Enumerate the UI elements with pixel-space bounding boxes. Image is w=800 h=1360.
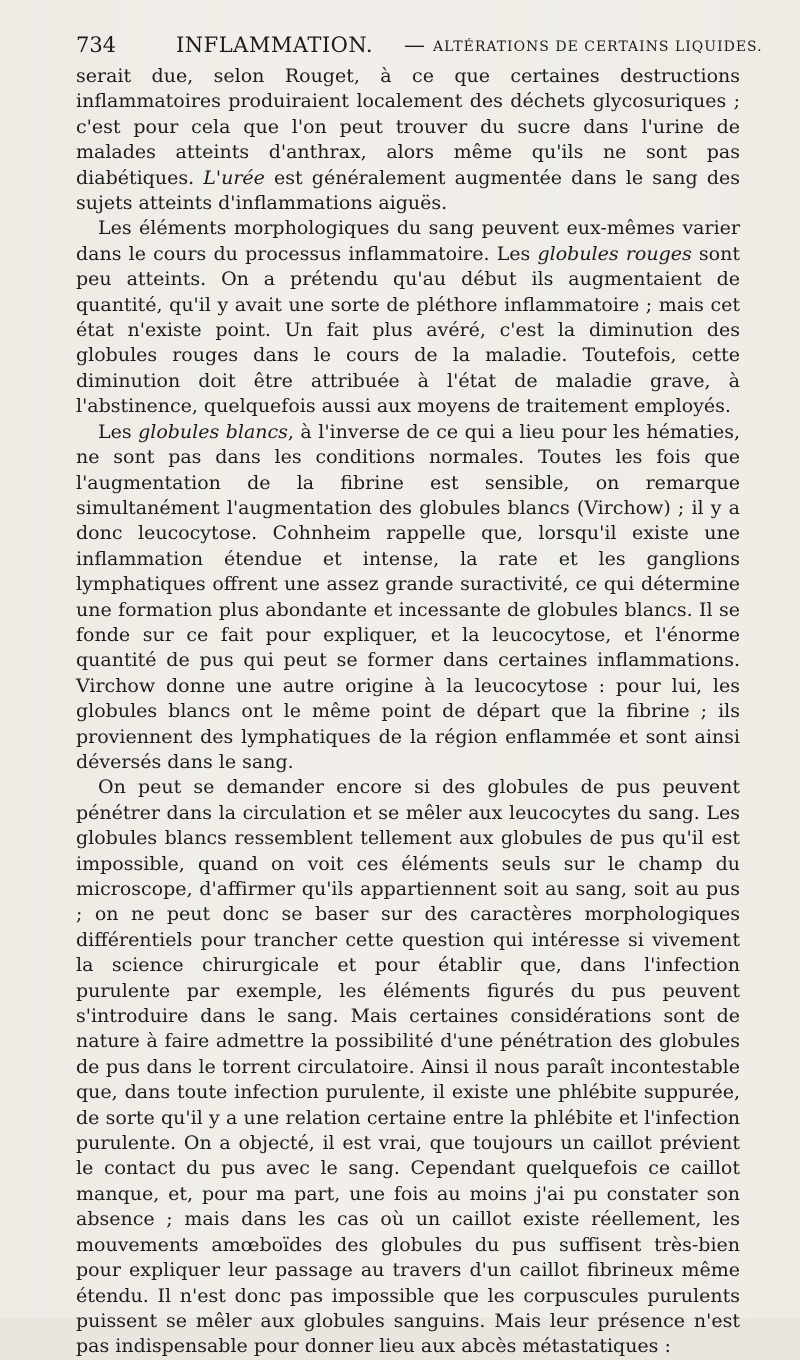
- italic-term: L'urée: [203, 166, 265, 189]
- paragraph: Les éléments morphologiques du sang peuvent eux-mêmes varier dans le cours du processus inflammatoire. Les globules rouges sont peu atteints. On a prétendu qu'au début ils augmentaient de quantité, qu'il y avait une sorte de pléthore inflammatoire ; mais cet état n'existe point. Un fait plus avéré, c'est la diminution des globules rouges dans le cours de la maladie. Toutefois, cette diminution doit être attribuée à l'état de maladie grave, à l'abstinence, quelquefois aussi aux moyens de traitement employés.: [76, 217, 740, 418]
- running-header: [76, 30, 763, 60]
- running-title: INFLAMMATION.: [176, 33, 374, 57]
- paragraph: Les globules blancs, à l'inverse de ce qui a lieu pour les hématies, ne sont pas dans les conditions normales. Toutes les fois que l'augmentation de la fibrine est sensible, on remarque simultanément l'augmentation des globules blancs (Virchow) ; il y a donc leucocytose. Cohnheim rappelle que, lorsqu'il existe une inflammation étendue et intense, la rate et les ganglions lymphatiques offrent une assez grande suractivité, ce qui détermine une formation plus abondante et incessante de globules blancs. Il se fonde sur ce fait pour expliquer, et la leucocytose, et l'énorme quantité de pus qui peut se former dans certaines inflammations. Virchow donne une autre origine à la leucocytose : pour lui, les globules blancs ont le même point de départ que la fibrine ; ils proviennent des lymphatiques de la région enflammée et sont ainsi déversés dans le sang.: [76, 420, 740, 773]
- italic-term: globules rouges: [537, 242, 692, 265]
- page-number: 734: [76, 33, 117, 57]
- header-dash: —: [404, 33, 425, 57]
- paragraph: On peut se demander encore si des globules de pus peuvent pénétrer dans la circulation et se mêler aux leucocytes du sang. Les globules blancs ressemblent tellement aux globules de pus qu'il est impossible, quand on voit ces éléments seuls sur le champ du microscope, d'affirmer qu'ils appartiennent soit au sang, soit au pus ; on ne peut donc se baser sur des caractères morphologiques différentiels pour trancher cette question qui intéresse si vivement la science chirurgicale et pour établir que, dans l'infection purulente par exemple, les éléments figurés du pus peuvent s'introduire dans le sang. Mais certaines considérations sont de nature à faire admettre la possibilité d'une pénétration des globules de pus dans le torrent circulatoire. Ainsi il nous paraît incontestable que, dans toute infection purulente, il existe une phlébite suppurée, de sorte qu'il y a une relation certaine entre la phlébite et l'infection purulente. On a objecté, il est vrai, que toujours un caillot prévient le contact du pus avec le sang. Cependant quelquefois ce caillot manque, et, pour ma part, une fois au moins j'ai pu constater son absence ; mais dans les cas où un caillot existe réellement, les mouvements amœboïdes des globules du pus suffisent très-bien pour expliquer leur passage au travers d'un caillot fibrineux même étendu. Il n'est donc pas impossible que les corpuscules purulents puissent se mêler aux globules sanguins. Mais leur présence n'est pas indispensable pour donner lieu aux abcès métastatiques :: [76, 776, 740, 1358]
- running-subtitle: ALTÉRATIONS DE CERTAINS LIQUIDES.: [433, 39, 763, 55]
- paragraph: serait due, selon Rouget, à ce que certaines destructions inflammatoires produiraient localement des déchets glycosuriques ; c'est pour cela que l'on peut trouver du sucre dans l'urine de malades atteints d'anthrax, alors même qu'ils ne sont pas diabétiques. L'urée est généralement augmentée dans le sang des sujets atteints d'inflammations aiguës.: [76, 65, 740, 215]
- body-text: [76, 64, 740, 1360]
- italic-term: globules blancs: [138, 420, 288, 443]
